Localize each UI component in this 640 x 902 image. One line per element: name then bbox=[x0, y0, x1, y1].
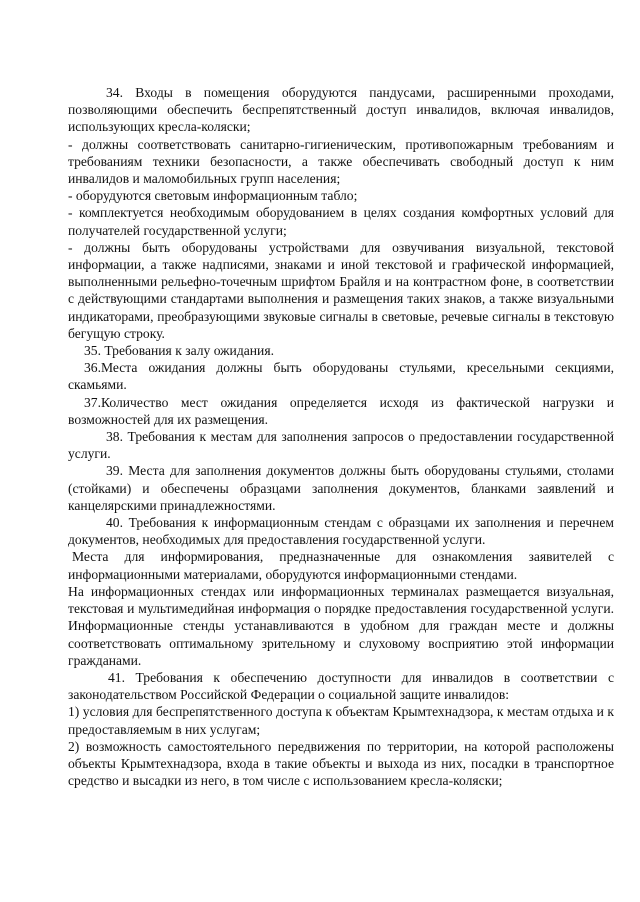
paragraph-36: 36.Места ожидания должны быть оборудованы стульями, кресельными секциями, скамьями. bbox=[68, 360, 614, 393]
paragraph-35: 35. Требования к залу ожидания. bbox=[84, 343, 274, 359]
paragraph-sanitary-requirements: - должны соответствовать санитарно-гигиеническим, противопожарным требованиям и требованиям техники безопасности, а также обеспечивать свободный доступ к ним инвалидов и маломобильных групп населения; bbox=[68, 136, 614, 187]
paragraph-voice-devices: - должны быть оборудованы устройствами для озвучивания визуальной, текстовой информации, а также надписями, знаками и иной текстовой и графической информацией, выполненными рельефно-точечным шрифтом Брайля и на контрастном фоне, в соответствии с действующими стандартами выполнения и размещения таких знаков, а также визуальными индикаторами, преобразующими звуковые сигналы в световые, речевые сигналы в текстовую бегущую строку. bbox=[68, 239, 614, 341]
paragraph-info-places: Места для информирования, предназначенные для ознакомления заявителей с информационными материалами, оборудуются информационными стендами. bbox=[68, 549, 614, 582]
paragraph-34: 34. Входы в помещения оборудуются пандусами, расширенными проходами, позволяющими обеспечить беспрепятственный доступ инвалидов, включая инвалидов, использующих кресла-коляски; bbox=[68, 85, 614, 135]
paragraph-40: 40. Требования к информационным стендам с образцами их заполнения и перечнем документов, необходимых для предоставления государственной услуги. bbox=[68, 515, 614, 548]
paragraph-41: 41. Требования к обеспечению доступности для инвалидов в соответствии с законодательством Российской Федерации о социальной защите инвалидов: bbox=[68, 669, 614, 703]
paragraph-41-item-1: 1) условия для беспрепятственного доступа к объектам Крымтехнадзора, к местам отдыха и к предоставляемым в них услугам; bbox=[68, 704, 614, 737]
paragraph-equipment: - комплектуется необходимым оборудованием в целях создания комфортных условий для получателей государственной услуги; bbox=[68, 205, 614, 238]
paragraph-info-board: - оборудуются световым информационным табло; bbox=[68, 188, 358, 204]
paragraph-41-item-2: 2) возможность самостоятельного передвижения по территории, на которой расположены объекты Крымтехнадзора, входа в такие объекты и выхода из них, посадки в транспортное средство и высадки из него, в том числе с использованием кресла-коляски; bbox=[68, 738, 614, 789]
paragraph-38: 38. Требования к местам для заполнения запросов о предоставлении государственной услуги. bbox=[68, 429, 614, 462]
document-page bbox=[68, 84, 614, 789]
paragraph-39: 39. Места для заполнения документов должны быть оборудованы стульями, столами (стойками) и обеспечены образцами заполнения документов, бланками заявлений и канцелярскими принадлежностями. bbox=[68, 463, 614, 513]
paragraph-info-stands: На информационных стендах или информационных терминалах размещается визуальная, текстовая и мультимедийная информация о порядке предоставления государственной услуги. Информационные стенды устанавливаются в удобном для граждан месте и должны соответствовать оптимальному зрительному и слуховому восприятию этой информации гражданами. bbox=[68, 583, 614, 668]
paragraph-37: 37.Количество мест ожидания определяется исходя из фактической нагрузки и возможностей для их размещения. bbox=[68, 394, 614, 427]
